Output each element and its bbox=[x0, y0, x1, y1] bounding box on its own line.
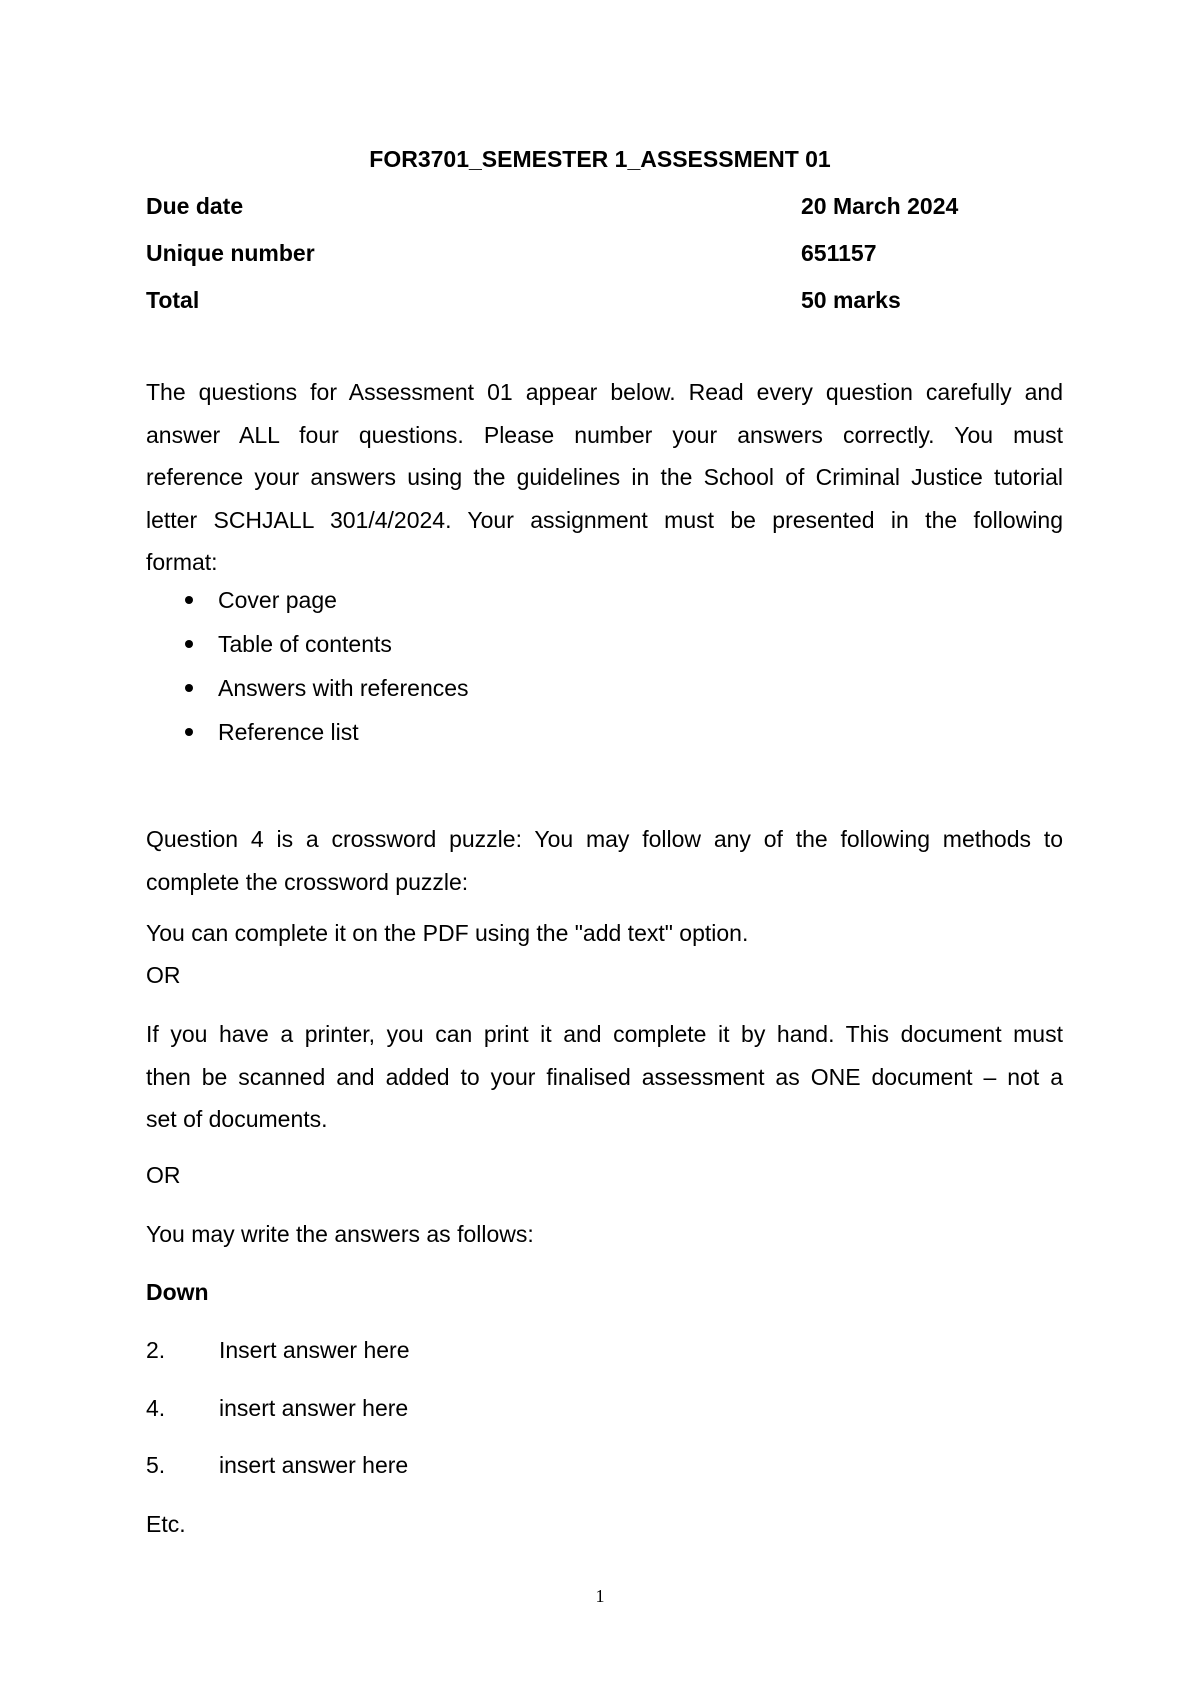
etc-text: Etc. bbox=[146, 1511, 186, 1537]
or-separator: OR bbox=[146, 962, 181, 988]
printer-line: set of documents. bbox=[146, 1106, 328, 1132]
unique-number-value: 651157 bbox=[801, 240, 877, 266]
answer-item bbox=[146, 1393, 408, 1423]
document-title: FOR3701_SEMESTER 1_ASSESSMENT 01 bbox=[369, 146, 831, 172]
write-answers-text: You may write the answers as follows: bbox=[146, 1221, 534, 1247]
format-item-label: Cover page bbox=[218, 587, 337, 613]
intro-line: letter SCHJALL 301/4/2024. Your assignment must be presented in the following bbox=[146, 506, 1063, 533]
intro-line: answer ALL four questions. Please number your answers correctly. You must bbox=[146, 421, 1063, 448]
intro-line: reference your answers using the guidelines in the School of Criminal Justice tutorial bbox=[146, 464, 1063, 490]
format-list-item bbox=[146, 717, 469, 761]
bullet-icon bbox=[185, 728, 193, 736]
page-number: 1 bbox=[595, 1586, 605, 1606]
option-pdf-text: You can complete it on the PDF using the "add text" option. bbox=[146, 920, 749, 946]
total-label: Total bbox=[146, 287, 200, 313]
unique-number-label: Unique number bbox=[146, 240, 315, 266]
format-list-item bbox=[146, 585, 469, 629]
or-separator: OR bbox=[146, 1162, 181, 1188]
intro-paragraph bbox=[146, 371, 1063, 584]
format-item-label: Answers with references bbox=[218, 675, 469, 701]
q4-line: complete the crossword puzzle: bbox=[146, 868, 469, 895]
due-date-value: 20 March 2024 bbox=[801, 193, 959, 219]
printer-line: If you have a printer, you can print it and complete it by hand. This document must bbox=[146, 1021, 1063, 1047]
format-list-item bbox=[146, 673, 469, 717]
answer-number: 4. bbox=[146, 1395, 166, 1421]
intro-line: format: bbox=[146, 549, 218, 575]
total-value: 50 marks bbox=[801, 287, 901, 313]
format-item-label: Reference list bbox=[218, 719, 359, 745]
answer-text: insert answer here bbox=[219, 1395, 409, 1421]
answer-number: 5. bbox=[146, 1452, 166, 1478]
printer-line: then be scanned and added to your finalised assessment as ONE document – not a bbox=[146, 1063, 1063, 1090]
answer-text: Insert answer here bbox=[219, 1337, 410, 1363]
format-list-item bbox=[146, 629, 469, 673]
down-heading: Down bbox=[146, 1279, 209, 1305]
answer-item bbox=[146, 1335, 409, 1365]
q4-line: Question 4 is a crossword puzzle: You may follow any of the following methods to bbox=[146, 826, 1063, 852]
answer-text: insert answer here bbox=[219, 1452, 409, 1478]
printer-paragraph bbox=[146, 1013, 1063, 1141]
answer-number: 2. bbox=[146, 1337, 166, 1363]
bullet-icon bbox=[185, 640, 193, 648]
format-list bbox=[146, 585, 469, 761]
bullet-icon bbox=[185, 596, 193, 604]
format-item-label: Table of contents bbox=[218, 631, 392, 657]
bullet-icon bbox=[185, 684, 193, 692]
intro-line: The questions for Assessment 01 appear below. Read every question carefully and bbox=[146, 379, 1063, 405]
question-4-paragraph bbox=[146, 818, 1063, 903]
answer-item bbox=[146, 1450, 408, 1480]
due-date-label: Due date bbox=[146, 193, 244, 219]
